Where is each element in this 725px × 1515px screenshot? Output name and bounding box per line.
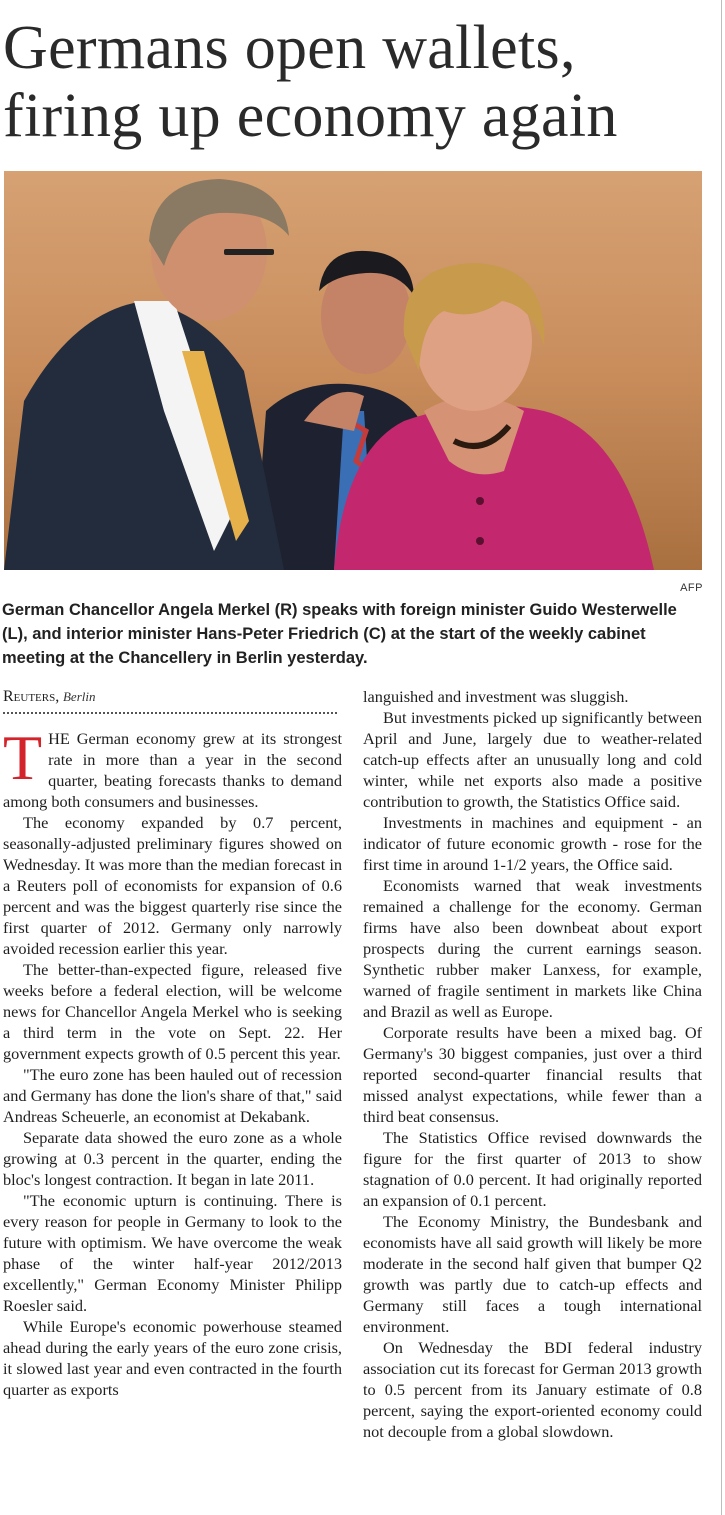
byline-place: Berlin: [62, 689, 96, 704]
article-paragraph: Investments in machines and equipment - an indicator of future economic growth - rose for the first time in around 1-1/2 years, the Office said.: [363, 813, 702, 874]
article-paragraph: Economists warned that weak investments remained a challenge for the economy. German firms have also been downbeat about export prospects during the current earnings season. Synthetic rubber maker Lanxess, for example, warned of fragile sentiment in markets like China and Brazil as well as Europe.: [363, 876, 702, 1021]
byline: [3, 688, 95, 706]
dotted-divider: [3, 712, 337, 714]
article-paragraph: The economy expanded by 0.7 percent, seasonally-adjusted preliminary figures showed on Wednesday. It was more than the median forecast in a Reuters poll of economists for expansion of 0.6 percent and was the biggest quarterly rise since the first quarter of 2012. Germany only narrowly avoided recession earlier this year.: [3, 813, 342, 958]
article-paragraph: The Statistics Office revised downwards the figure for the first quarter of 2013 to show stagnation of 0.0 percent. It had originally reported an expansion of 0.1 percent.: [363, 1128, 702, 1210]
article-paragraph: languished and investment was sluggish.: [363, 687, 629, 706]
byline-agency: Reuters,: [3, 688, 60, 705]
article-lead-text: HE German economy grew at its strongest rate in more than a year in the second quarter, beating forecasts thanks to demand among both consumers and businesses.: [3, 729, 342, 811]
headline: [3, 14, 715, 150]
photo-illustration: [4, 171, 702, 570]
column-rule: [721, 0, 722, 1515]
article-paragraph: While Europe's economic powerhouse steamed ahead during the early years of the euro zone crisis, it slowed last year and even contracted in the fourth quarter as exports: [3, 1317, 342, 1399]
article-paragraph: But investments picked up significantly between April and June, largely due to weather-related catch-up effects after an unusually long and cold winter, while net exports also made a positive contribution to growth, the Statistics Office said.: [363, 708, 702, 811]
news-photo: [4, 171, 702, 570]
article-paragraph: "The economic upturn is continuing. There is every reason for people in Germany to look to the future with optimism. We have overcome the weak phase of the winter half-year 2012/2013 excellently," German Economy Minister Philipp Roesler said.: [3, 1191, 342, 1315]
article-paragraph: "The euro zone has been hauled out of recession and Germany has done the lion's share of that," said Andreas Scheuerle, an economist at Dekabank.: [3, 1065, 342, 1126]
article-paragraph: [3, 722, 342, 812]
headline-line-2: firing up economy again: [3, 82, 618, 150]
article-paragraph: The better-than-expected figure, released five weeks before a federal election, will be welcome news for Chancellor Angela Merkel who is seeking a third term in the vote on Sept. 22. Her government expects growth of 0.5 percent this year.: [3, 960, 342, 1063]
article-paragraph: The Economy Ministry, the Bundesbank and economists have all said growth will likely be more moderate in the second half given that bumper Q2 growth was partly due to catch-up effects and Germany still faces a tough international environment.: [363, 1212, 702, 1336]
photo-caption: German Chancellor Angela Merkel (R) speaks with foreign minister Guido Westerwelle (L), and interior minister Hans-Peter Friedrich (C) at the start of the weekly cabinet meeting at the Chancellery in Berlin yesterday.: [2, 601, 677, 667]
article-column-left: [3, 722, 342, 1400]
headline-line-1: Germans open wallets,: [3, 14, 576, 82]
article-paragraph: Corporate results have been a mixed bag. Of Germany's 30 biggest companies, just over a third reported second-quarter financial results that missed analyst expectations, while fewer than a third beat consensus.: [363, 1023, 702, 1126]
drop-cap: T: [3, 722, 43, 793]
article-paragraph: Separate data showed the euro zone as a whole growing at 0.3 percent in the quarter, ending the bloc's longest contraction. It began in late 2011.: [3, 1128, 342, 1189]
article-column-right: [363, 686, 702, 1442]
article-paragraph: On Wednesday the BDI federal industry association cut its forecast for German 2013 growth to 0.5 percent from its January estimate of 0.8 percent, saying the export-oriented economy could not decouple from a global slowdown.: [363, 1338, 702, 1441]
photo-credit: AFP: [680, 582, 703, 594]
